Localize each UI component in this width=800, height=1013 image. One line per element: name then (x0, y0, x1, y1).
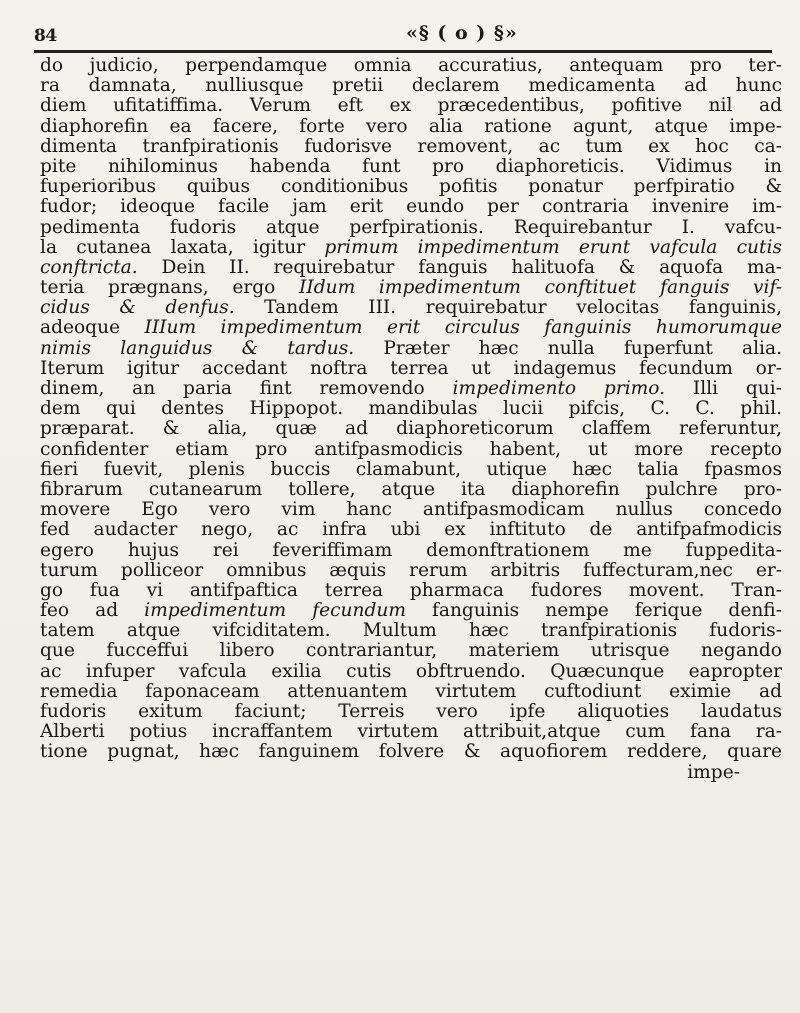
text-line (40, 218, 782, 238)
text-segment: pite nihilominus habenda funt pro diaphoreticis. Vidimus in (40, 156, 782, 177)
text-line (40, 742, 782, 762)
italic-segment: primum impedimentum erunt vafcula cutis (324, 237, 782, 258)
text-line (40, 157, 782, 177)
text-line (40, 541, 782, 561)
text-line (40, 197, 782, 217)
text-segment: ra damnata, nulliusque pretii declarem medicamenta ad hunc (40, 76, 782, 97)
text-segment: fudor; ideoque facile jam erit eundo per contraria invenire im- (40, 197, 782, 218)
text-segment: fibrarum cutanearum tollere, atque ita diaphorefin pulchre pro- (40, 479, 782, 500)
text-segment: fuperioribus quibus conditionibus pofitis ponatur perfpiratio & (40, 177, 782, 198)
text-line (40, 763, 782, 783)
text-line (40, 520, 782, 540)
text-segment: tatem atque vifciditatem. Multum hæc tranfpirationis fudoris- (40, 621, 782, 642)
text-segment: diem ufitatiffima. Verum eft ex præcedentibus, pofitive nil ad (40, 96, 782, 117)
italic-segment: impedimento primo. (452, 379, 666, 399)
text-line (40, 238, 782, 258)
text-segment: tione pugnat, hæc fanguinem folvere & aquofiorem reddere, quare (40, 742, 782, 763)
text-segment: dinem, an paria fint removendo (40, 379, 453, 399)
text-segment: dimenta tranfpirationis fudorisve removent, ac tum ex hoc ca- (40, 136, 782, 157)
running-head-ornament: «§ ( o ) §» (406, 22, 518, 44)
text-segment: diaphorefin ea facere, forte vero alia ratione agunt, atque impe- (40, 116, 782, 137)
text-line (40, 339, 782, 359)
text-segment: dem qui dentes Hippopot. mandibulas lucii pifcis, C. C. phil. (40, 399, 782, 420)
text-line (40, 56, 782, 76)
italic-segment: impedimentum fecundum (144, 601, 406, 622)
text-line (40, 702, 782, 722)
text-segment: impe- (687, 762, 740, 783)
italic-segment: IIIum impedimentum erit circulus fanguinis humorumque (144, 318, 782, 339)
text-segment: Tandem III. requirebatur velocitas fanguinis, (234, 298, 782, 319)
text-line (40, 76, 782, 96)
text-line (40, 298, 782, 318)
text-segment: do judicio, perpendamque omnia accuratius, antequam pro ter- (40, 56, 782, 76)
text-line (40, 258, 782, 278)
text-segment: teria prægnans, ergo (40, 278, 300, 299)
text-line (40, 399, 782, 419)
text-line (40, 662, 782, 682)
text-segment: fieri fuevit, plenis buccis clamabunt, utique hæc talia fpasmos (40, 459, 782, 480)
text-line (40, 379, 782, 399)
text-segment: confidenter etiam pro antifpasmodicis habent, ut more recepto (40, 439, 782, 460)
text-segment: movere Ego vero vim hanc antifpasmodicam nullus concedo (40, 500, 782, 521)
text-segment: Alberti potius incraffantem virtutem attribuit,atque cum fana ra- (40, 722, 782, 743)
body-text (40, 56, 782, 783)
italic-segment: IIdum impedimentum conftituet fanguis vif- (299, 278, 782, 299)
text-line (40, 561, 782, 581)
text-line (40, 641, 782, 661)
text-segment: Dein II. requirebatur fanguis halituofa & aquofa ma- (137, 257, 782, 278)
text-line (40, 177, 782, 197)
text-line (40, 117, 782, 137)
text-line (40, 440, 782, 460)
text-line (40, 480, 782, 500)
text-segment: egero hujus rei feveriffimam demonftrationem me fuppedita- (40, 540, 782, 561)
text-segment: go fua vi antifpaftica terrea pharmaca fudores movent. Tran- (40, 580, 782, 601)
text-line (40, 359, 782, 379)
text-line (40, 460, 782, 480)
text-line (40, 500, 782, 520)
page-number: 84 (34, 26, 57, 46)
page-header (34, 8, 774, 52)
italic-segment: cidus & denfus. (40, 298, 235, 319)
text-segment: la cutanea laxata, igitur (40, 237, 325, 258)
text-segment: feo ad (40, 601, 145, 622)
text-line (40, 419, 782, 439)
text-segment: Iterum igitur accedant noftra terrea ut indagemus fecundum or- (40, 358, 782, 379)
text-segment: remedia faponaceam attenuantem virtutem cuftodiunt eximie ad (40, 681, 782, 702)
text-segment: ac infuper vafcula exilia cutis obftruendo. Quæcunque eapropter (40, 661, 782, 682)
text-line (40, 581, 782, 601)
text-line (40, 96, 782, 116)
text-line (40, 722, 782, 742)
text-line (40, 137, 782, 157)
italic-segment: nimis languidus & tardus. (40, 338, 355, 359)
text-line (40, 601, 782, 621)
text-segment: pedimenta fudoris atque perfpirationis. Requirebantur I. vafcu- (40, 217, 782, 238)
text-segment: que fucceffui libero contrariantur, materiem utrisque negando (40, 641, 782, 662)
text-segment: Illi qui- (665, 379, 782, 399)
text-line (40, 621, 782, 641)
text-segment: Præter hæc nulla fuperfunt alia. (354, 338, 782, 359)
text-segment: præparat. & alia, quæ ad diaphoreticorum claffem referuntur, (40, 419, 782, 440)
italic-segment: conftricta. (40, 257, 138, 278)
text-line (40, 318, 782, 338)
text-segment: fanguinis nempe ferique denfi- (405, 601, 782, 622)
text-line (40, 682, 782, 702)
text-segment: adeoque (40, 318, 145, 339)
text-segment: fed audacter nego, ac infra ubi ex inftituto de antifpafmodicis (40, 520, 782, 541)
text-segment: turum polliceor omnibus æquis rerum arbitris fuffecturam,nec er- (40, 560, 782, 581)
text-line (40, 278, 782, 298)
text-segment: fudoris exitum faciunt; Terreis vero ipfe aliquoties laudatus (40, 702, 782, 722)
header-rule (34, 50, 772, 53)
